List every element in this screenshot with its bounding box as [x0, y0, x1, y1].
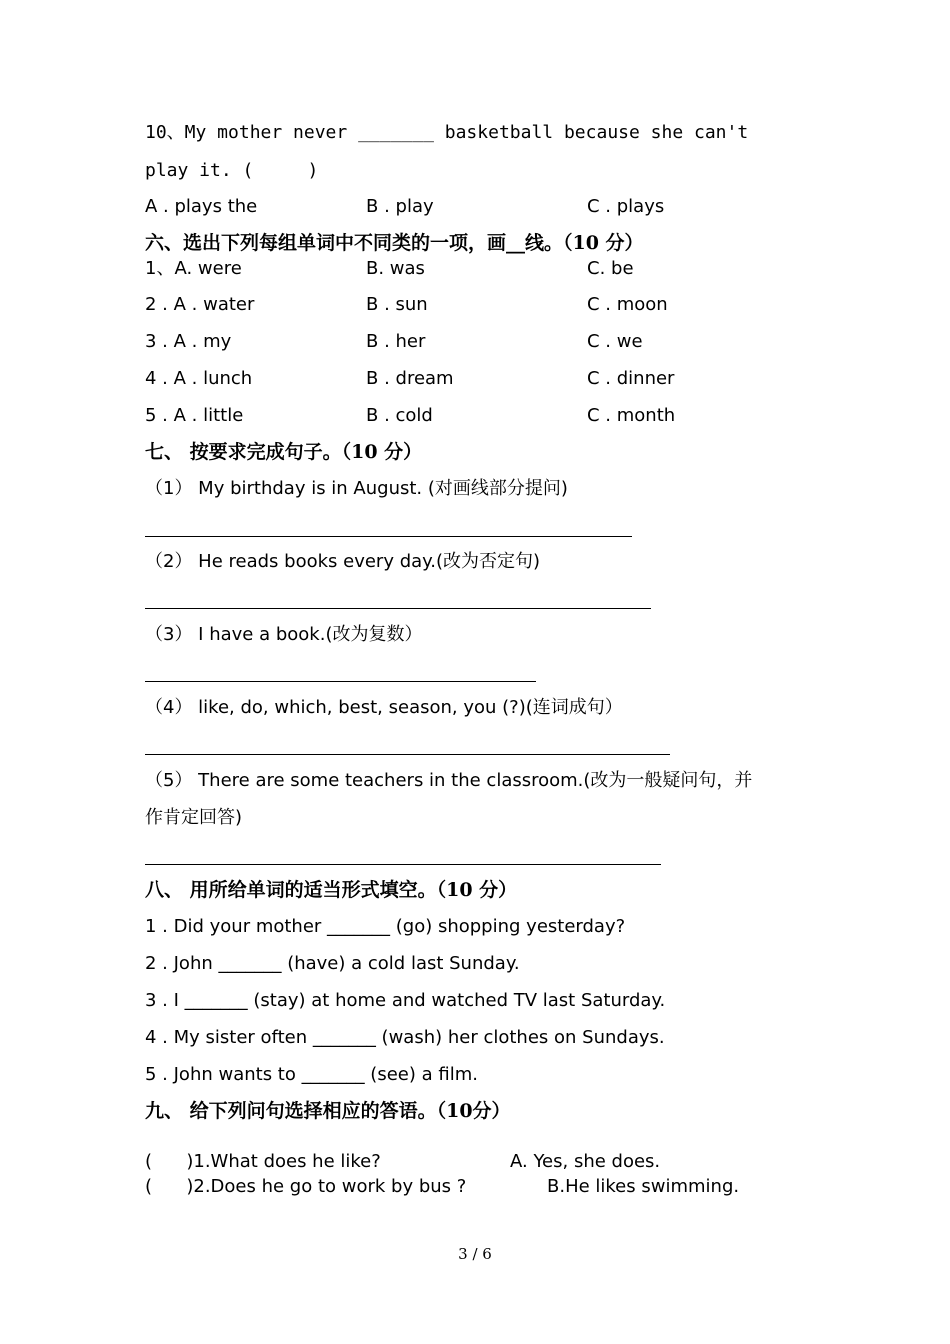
s6-row-2-a: 2 . A . water: [145, 294, 255, 315]
s7-item-3: （3） I have a book.(改为复数）: [145, 624, 423, 645]
s7-answer-line-5: [145, 864, 661, 865]
s8-item-2: 2 . John _______ (have) a cold last Sunday.: [145, 953, 520, 974]
s8-item-5: 5 . John wants to _______ (see) a film.: [145, 1064, 478, 1085]
s7-answer-line-4: [145, 754, 670, 755]
s7-answer-line-2: [145, 608, 651, 609]
q10-option-a: A . plays the: [145, 196, 258, 217]
s9-answer-b: B.He likes swimming.: [547, 1176, 740, 1197]
s9-answer-a: A. Yes, she does.: [510, 1151, 661, 1172]
s6-row-5-b: B . cold: [366, 405, 433, 426]
q10-option-c: C . plays: [587, 196, 665, 217]
s6-row-3-c: C . we: [587, 331, 643, 352]
s8-item-1: 1 . Did your mother _______ (go) shopping yesterday?: [145, 916, 626, 937]
s6-row-2-c: C . moon: [587, 294, 668, 315]
s6-row-3-b: B . her: [366, 331, 426, 352]
s6-row-2-b: B . sun: [366, 294, 428, 315]
section-8-heading: 八、 用所给单词的适当形式填空。（10 分）: [145, 879, 518, 901]
section-6-heading: 六、选出下列每组单词中不同类的一项，画__线。（10 分）: [145, 232, 644, 254]
s8-item-4: 4 . My sister often _______ (wash) her clothes on Sundays.: [145, 1027, 665, 1048]
s6-row-1-a: 1、A. were: [145, 258, 242, 279]
q10-line-2: play it. ( ): [145, 160, 319, 181]
page-number: 3 / 6: [458, 1245, 492, 1263]
section-7-heading: 七、 按要求完成句子。（10 分）: [145, 441, 423, 463]
s7-item-5: （5） There are some teachers in the classroom.(改为一般疑问句，并: [145, 770, 753, 791]
q10-line-1: 10、My mother never _______ basketball because she can't: [145, 122, 749, 143]
s6-row-1-c: C. be: [587, 258, 634, 279]
s7-answer-line-3: [145, 681, 536, 682]
s6-row-4-a: 4 . A . lunch: [145, 368, 253, 389]
s8-item-3: 3 . I _______ (stay) at home and watched TV last Saturday.: [145, 990, 666, 1011]
s6-row-5-a: 5 . A . little: [145, 405, 244, 426]
s7-item-2: （2） He reads books every day.(改为否定句): [145, 551, 540, 572]
section-9-heading: 九、 给下列问句选择相应的答语。（10分）: [145, 1100, 511, 1122]
s6-row-4-b: B . dream: [366, 368, 454, 389]
s7-answer-line-1: [145, 536, 632, 537]
s6-row-1-b: B. was: [366, 258, 425, 279]
s6-row-5-c: C . month: [587, 405, 676, 426]
s7-item-4: （4） like, do, which, best, season, you (?)(连词成句）: [145, 697, 623, 718]
s6-row-3-a: 3 . A . my: [145, 331, 232, 352]
q10-option-b: B . play: [366, 196, 434, 217]
s9-question-2: ( )2.Does he go to work by bus ?: [145, 1176, 467, 1197]
s7-item-1: （1） My birthday is in August. (对画线部分提问): [145, 478, 568, 499]
s9-question-1: ( )1.What does he like?: [145, 1151, 381, 1172]
s7-item-5-continued: 作肯定回答): [145, 807, 243, 828]
s6-row-4-c: C . dinner: [587, 368, 675, 389]
